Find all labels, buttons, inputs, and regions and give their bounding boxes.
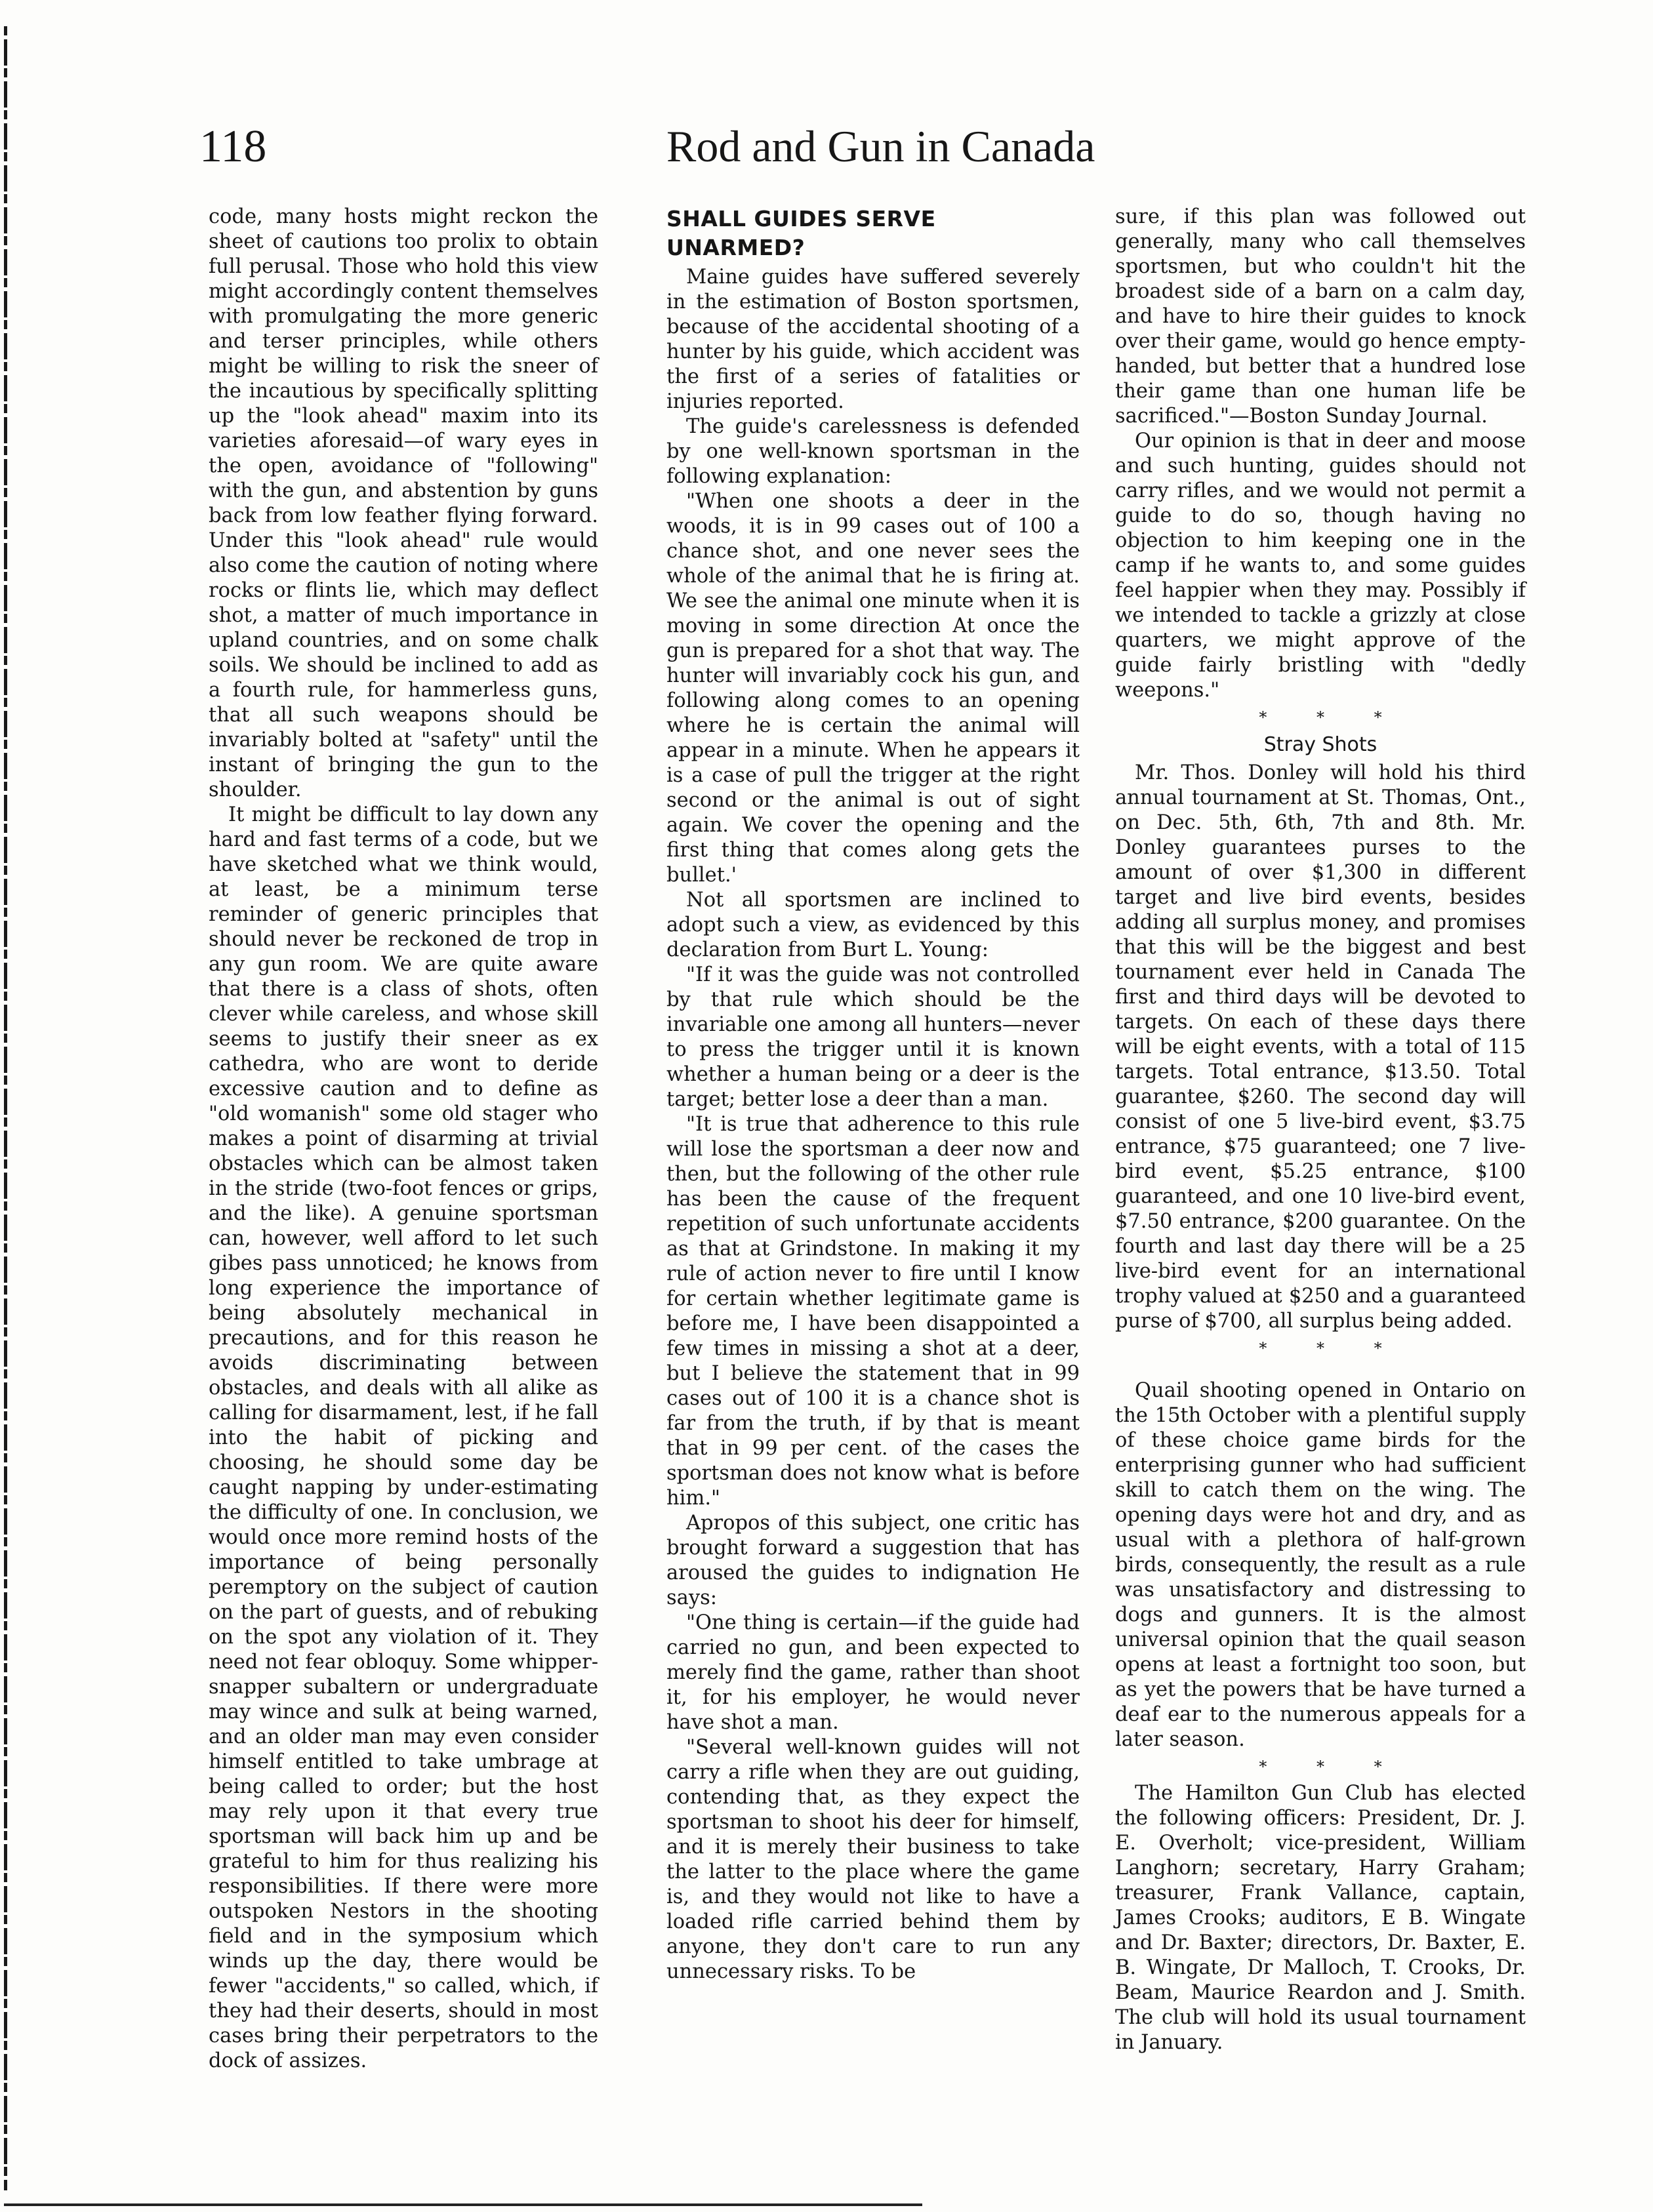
paragraph: The Hamilton Gun Club has elected the following officers: President, Dr. J. E. Overholt; vice-president, William Langhorn; secretary, Harry Graham; treasurer, Frank Vallance, captain, James Crooks; auditors, E B. Wingate and Dr. Baxter; directors, Dr. Baxter, E. B. Wingate, Dr Malloch, T. Crooks, Dr. Beam, Maurice Reardon and J. Smith. The club will hold its usual tournament in January. — [1115, 1782, 1526, 2054]
binding-edge — [4, 26, 7, 2190]
paragraph: "When one shoots a deer in the woods, it is in 99 cases out of 100 a chance shot, and one never sees the whole of the animal that he is firing at. We see the animal one minute when it is moving in some direction At once the gun is prepared for a shot that way. The hunter will invariably cock his gun, and following along comes to an opening where he is certain the animal will appear in a minute. When he appears it is a case of pull the trigger at the right second or the animal is out of sight again. We cover the opening and the first thing that comes along gets the bullet.' — [666, 490, 1080, 887]
bottom-edge — [4, 2203, 922, 2206]
paragraph: Our opinion is that in deer and moose and such hunting, guides should not carry rifles, and we would not permit a guide to do so, though having no objection to him keeping one in the camp if he wants to, and some guides feel happier when they may. Possibly if we intended to tackle a grizzly at close quarters, we might approve of the guide fairly bristling with "dedly weepons." — [1115, 430, 1526, 702]
paragraph: "Several well-known guides will not carry a rifle when they are out guiding, contending that, as they expect the sportsman to shoot his deer for himself, and it is merely their business to take the latter to the place where the game is, and they would not like to have a loaded rifle carried behind them by anyone, they don't care to run any unnecessary risks. To be — [666, 1736, 1080, 1983]
paragraph: "One thing is certain—if the guide had carried no gun, and been expected to merely find the game, rather than shoot it, for his employer, he would never have shot a man. — [666, 1611, 1080, 1734]
paragraph: sure, if this plan was followed out generally, many who call themselves sportsmen, but who couldn't hit the broadest side of a barn on a calm day, and have to hire their guides to knock over their game, would go hence empty-handed, but better that a hundred lose their game than one human life be sacrificed."—Boston Sunday Journal. — [1115, 205, 1526, 428]
article-heading: SHALL GUIDES SERVE UNARMED? — [666, 206, 936, 260]
column-3 — [1115, 205, 1526, 2055]
paragraph: It might be difficult to lay down any hard and fast terms of a code, but we have sketched what we think would, at least, be a minimum terse reminder of generic principles that should never be reckoned de trop in any gun room. We are quite aware that there is a class of shots, often clever while careless, and whose skill seems to justify their sneer as ex cathedra, who are wont to deride excessive caution and to define as "old womanish" some old stager who makes a point of disarming at trivial obstacles which can be almost taken in the stride (two-foot fences or grips, and the like). A genuine sportsman can, however, well afford to let such gibes pass unnoticed; he knows from long experience the importance of being absolutely mechanical in precautions, and for this reason he avoids discriminating between obstacles, and deals with all alike as calling for disarmament, lest, if he fall into the habit of picking and choosing, he should some day be caught napping by under-estimating the difficulty of one. In conclusion, we would once more remind hosts of the importance of being personally peremptory on the subject of caution on the part of guests, and of rebuking on the spot any violation of it. They need not fear obloquy. Some whipper-snapper subaltern or undergraduate may wince and sulk at being warned, and an older man may even consider himself entitled to take umbrage at being called to order; but the host may rely upon it that every true sportsman will back him up and be grateful to him for thus realizing his responsibilities. If there were more outspoken Nestors in the shooting field and in the symposium which winds up the day, there would be fewer "accidents," so called, which, if they had their deserts, should in most cases bring their perpetrators to the dock of assizes. — [209, 803, 598, 2072]
paragraph: code, many hosts might reckon the sheet of cautions too prolix to obtain full perusal. Those who hold this view might accordingly content themselves with promulgating the more generic and terser principles, while others might be willing to risk the sneer of the incautious by specifically splitting up the "look ahead" maxim into its varieties aforesaid—of wary eyes in the open, avoidance of "following" with the gun, and abstention by guns back from low feather flying forward. Under this "look ahead" rule would also come the caution of noting where rocks or flints lie, which may deflect shot, a matter of much importance in upland countries, and on some chalk soils. We should be inclined to add as a fourth rule, for hammerless guns, that all such weapons should be invariably bolted at "safety" until the instant of bringing the gun to the shoulder. — [209, 205, 598, 801]
section-heading: Stray Shots — [1263, 733, 1378, 756]
column-2 — [666, 205, 1080, 1984]
paragraph: Maine guides have suffered severely in the estimation of Boston sportsmen, because of the accidental shooting of a hunter by his guide, which accident was the first of a series of fatalities or injuries reported. — [666, 266, 1080, 413]
paragraph: Apropos of this subject, one critic has brought forward a suggestion that has aroused the guides to indignation He says: — [666, 1512, 1080, 1609]
paragraph: Quail shooting opened in Ontario on the 15th October with a plentiful supply of these choice game birds for the enterprising gunner who had sufficient skill to catch them on the wing. The opening days were hot and dry, and as usual with a plethora of half-grown birds, consequently, the result as a rule was unsatisfactory and distressing to dogs and gunners. It is the almost universal opinion that the quail season opens at least a fortnight too soon, but as yet the powers that be have turned a deaf ear to the numerous appeals for a later season. — [1115, 1379, 1526, 1751]
section-separator: * * * — [1259, 708, 1404, 727]
section-separator: * * * — [1259, 1758, 1404, 1776]
paragraph: The guide's carelessness is defended by one well-known sportsman in the following explanation: — [666, 415, 1080, 488]
paragraph: "It is true that adherence to this rule will lose the sportsman a deer now and then, but the following of the other rule has been the cause of the frequent repetition of such unfortunate accidents as that at Grindstone. In making it my rule of action never to fire until I know for certain whether legitimate game is before me, I have been disappointed a few times in missing a shot at a deer, but I believe the statement that in 99 cases out of 100 it is a chance shot is far from the truth, if by that is meant that in 99 per cent. of the cases the sportsman does not know what is before him." — [666, 1113, 1080, 1510]
paragraph: "If it was the guide was not controlled by that rule which should be the invariable one among all hunters—never to press the trigger until it is known whether a human being or a deer is the target; better lose a deer than a man. — [666, 963, 1080, 1111]
section-separator: * * * — [1259, 1339, 1404, 1357]
column-1 — [209, 205, 598, 2074]
paragraph: Not all sportsmen are inclined to adopt such a view, as evidenced by this declaration from Burt L. Young: — [666, 889, 1080, 961]
page-number: 118 — [199, 121, 267, 172]
running-head: Rod and Gun in Canada — [666, 121, 1095, 171]
paragraph: Mr. Thos. Donley will hold his third annual tournament at St. Thomas, Ont., on Dec. 5th, 6th, 7th and 8th. Mr. Donley guarantees purses to the amount of over $1,300 in different target and live bird events, besides adding all surplus money, and promises that this will be the biggest and best tournament ever held in Canada The first and third days will be devoted to targets. On each of these days there will be eight events, with a total of 115 targets. Total entrance, $13.50. Total guarantee, $260. The second day will consist of one 5 live-bird event, $3.75 entrance, $75 guaranteed; one 7 live-bird event, $5.25 entrance, $100 guaranteed, and one 10 live-bird event, $7.50 entrance, $200 guarantee. On the fourth and last day there will be a 25 live-bird event for an international trophy valued at $250 and a guaranteed purse of $700, all surplus being added. — [1115, 761, 1526, 1333]
